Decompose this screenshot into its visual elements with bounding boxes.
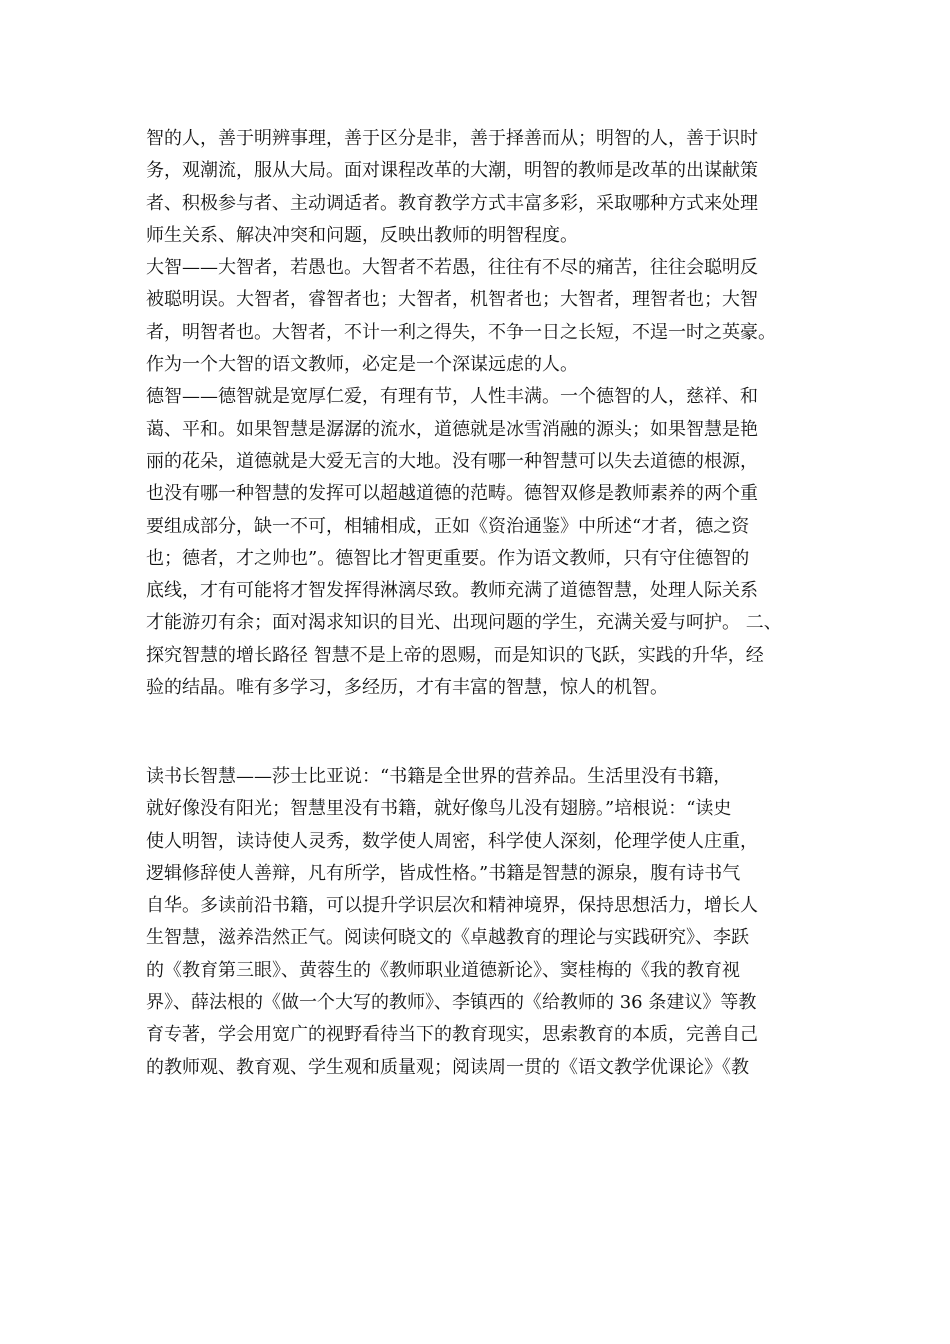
body-text-block-2: 读书长智慧——莎士比亚说：“书籍是全世界的营养品。生活里没有书籍， 就好像没有阳光；智慧里没有书籍，就好像鸟儿没有翅膀。”培根说：“读史 使人明智，读诗使人灵秀，数学使人周密，科学使人深刻，伦理学使人庄重， 逻辑修辞使人善辩，凡有所学，皆成性格。”书籍是智慧的源泉，腹有诗书气 自华。多读前沿书籍，可以提升学识层次和精神境界，保持思想活力，增长人 生智慧，滋养浩然正气。阅读何晓文的《卓越教育的理论与实践研究》、李跃 的《教育第三眼》、黄蓉生的《教师职业道德新论》、窦桂梅的《我的教育视 界》、薛法根的《做一个大写的教师》、李镇西的《给教师的 36 条建议》等教 育专著，学会用宽广的视野看待当下的教育现实，思索教育的本质，完善自己 的教师观、教育观、学生观和质量观；阅读周一贯的《语文教学优课论》《教 xyxy=(146,766,758,1078)
body-text-block-1: 智的人，善于明辨事理，善于区分是非，善于择善而从；明智的人，善于识时 务，观潮流，服从大局。面对课程改革的大潮，明智的教师是改革的出谋献策 者、积极参与者、主动调适者。教育教学方式丰富多彩，采取哪种方式来处理 师生关系、解决冲突和问题，反映出教师的明智程度。 大智——大智者，若愚也。大智者不若愚，往往有不尽的痛苦，往往会聪明反 被聪明误。大智者，睿智者也；大智者，机智者也；大智者，理智者也；大智 者，明智者也。大智者，不计一利之得失，不争一日之长短，不逞一时之英豪。 作为一个大智的语文教师，必定是一个深谋远虑的人。 德智——德智就是宽厚仁爱，有理有节，人性丰满。一个德智的人，慈祥、和 蔼、平和。如果智慧是潺潺的流水，道德就是冰雪消融的源头；如果智慧是艳 丽的花朵，道德就是大爱无言的大地。没有哪一种智慧可以失去道德的根源， 也没有哪一种智慧的发挥可以超越道德的范畴。德智双修是教师素养的两个重 要组成部分，缺一不可，相辅相成，正如《资治通鉴》中所述“才者，德之资 也；德者，才之帅也”。德智比才智更重要。作为语文教师，只有守住德智的 底线，才有可能将才智发挥得淋漓尽致。教师充满了道德智慧，处理人际关系 才能游刃有余；面对渴求知识的目光、出现问题的学生，充满关爱与呵护。 二、 探究智慧的增长路径 智慧不是上帝的恩赐，而是知识的飞跃，实践的升华，经 验的结晶。唯有多学习，多经历，才有丰富的智慧，惊人的机智。 xyxy=(146,128,782,699)
